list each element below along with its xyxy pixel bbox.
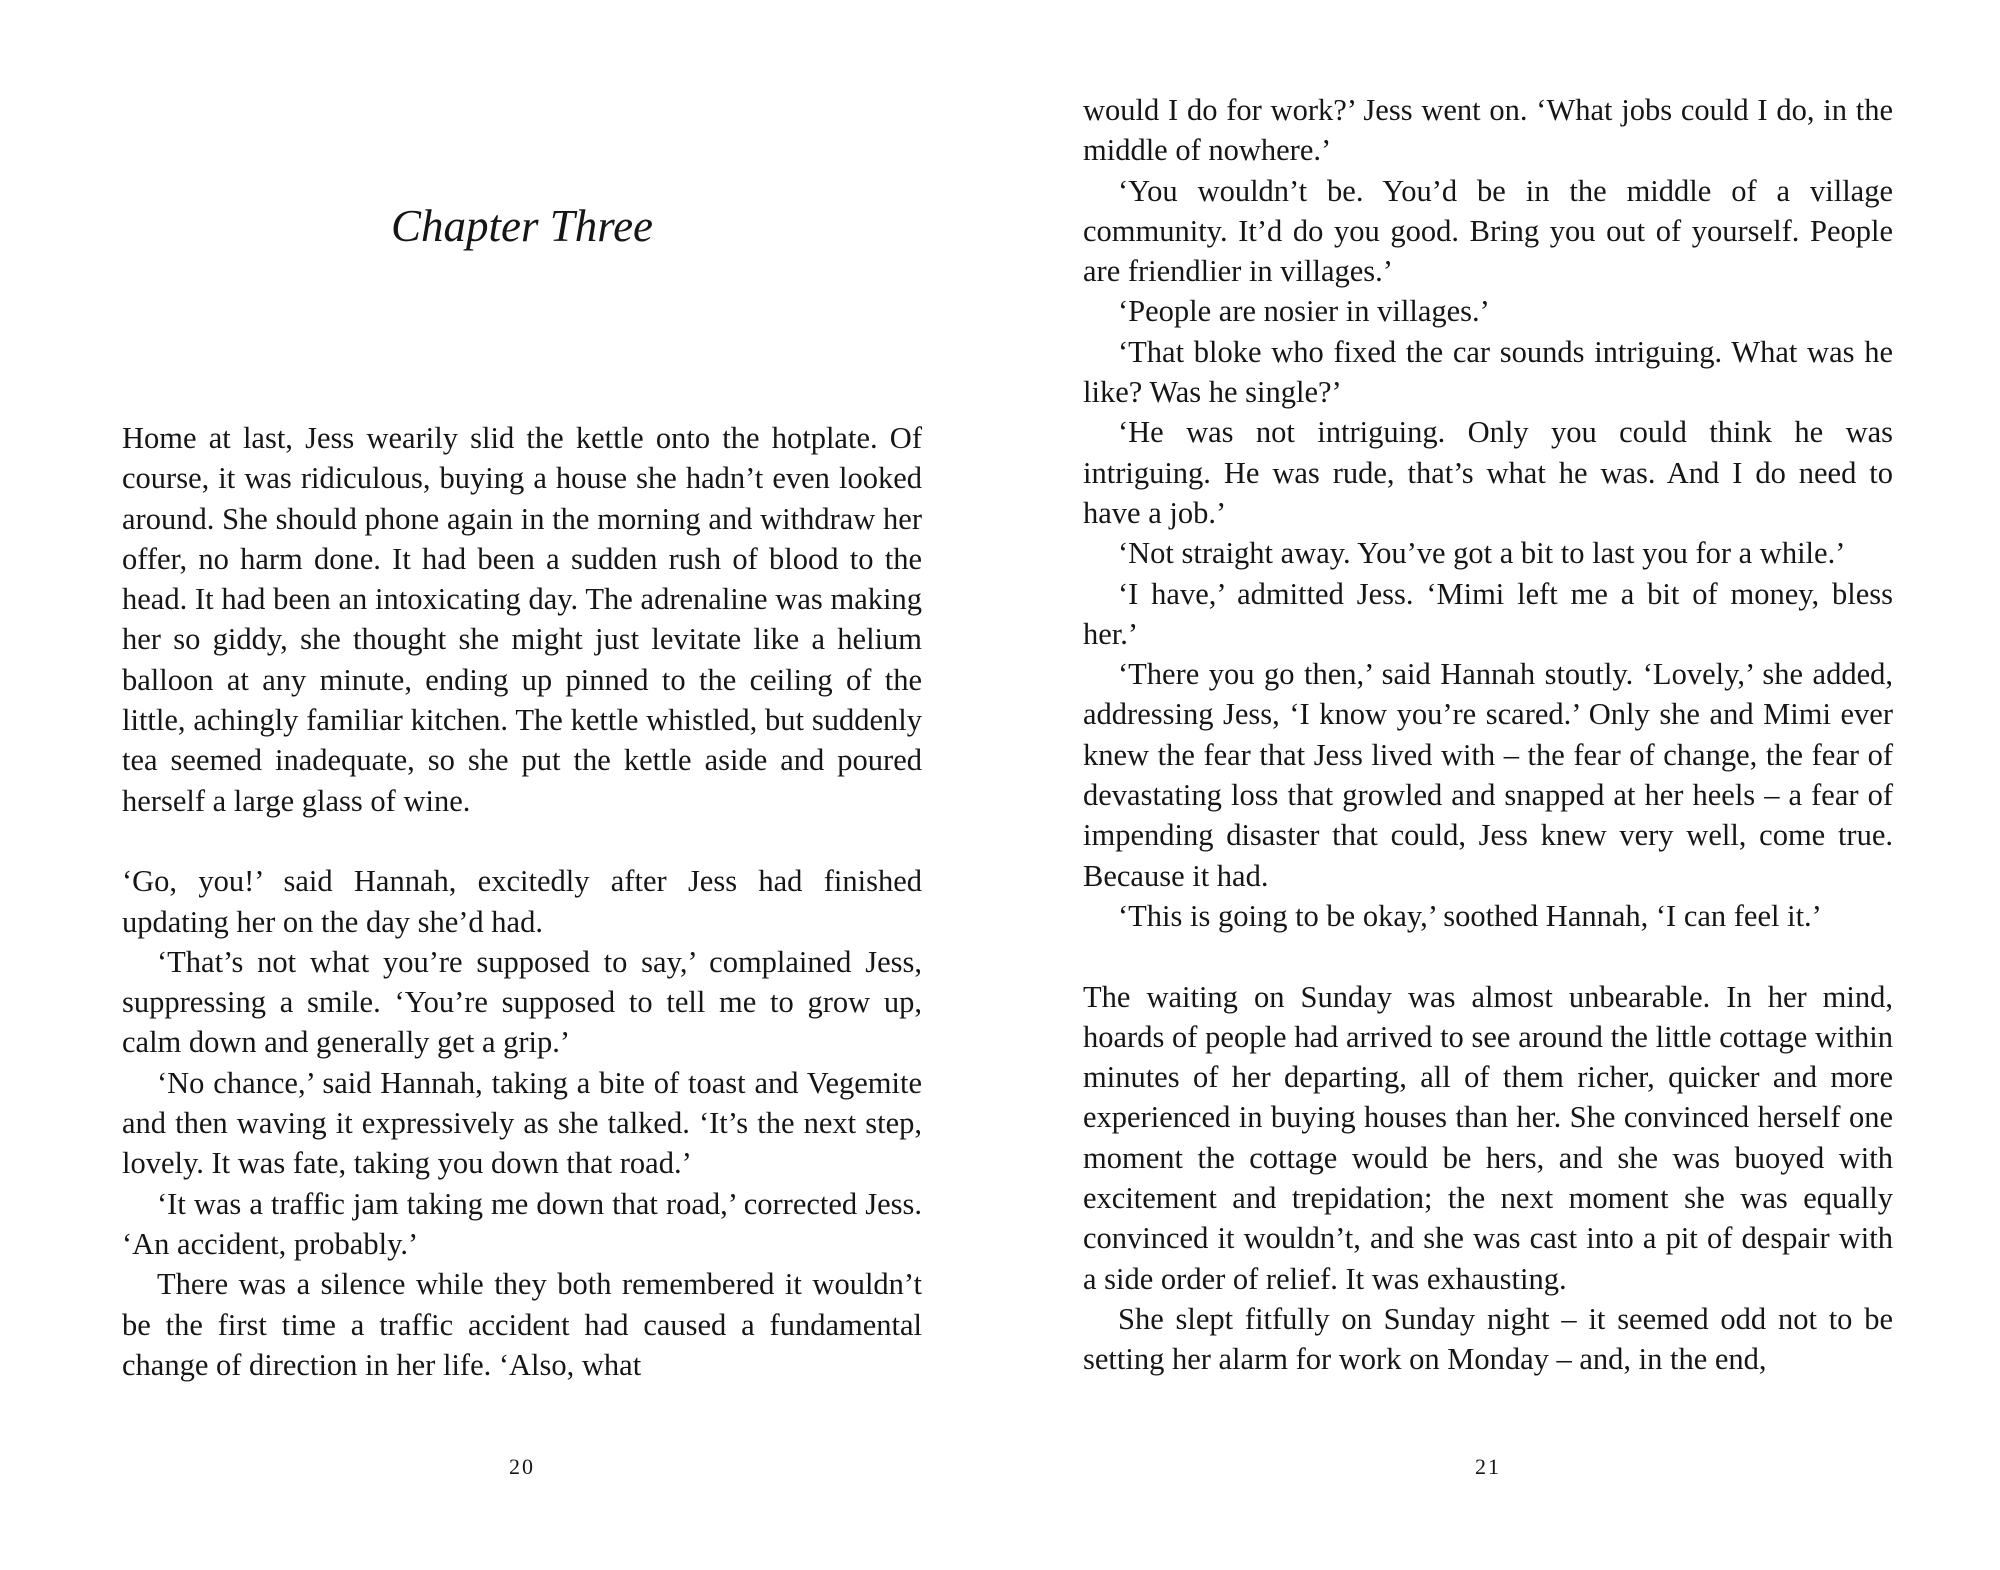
page-number: 20 — [509, 1454, 535, 1479]
paragraph: ‘You wouldn’t be. You’d be in the middle of a village community. It’d do you good. Bring you out of yourself. People are friendlier in villages.’ — [1083, 173, 1893, 289]
paragraph: ‘It was a traffic jam taking me down that road,’ corrected Jess. ‘An accident, probably.’ — [122, 1186, 922, 1261]
right-page — [1083, 0, 1893, 1570]
chapter-title: Chapter Three — [390, 201, 654, 251]
paragraph: ‘That’s not what you’re supposed to say,’ complained Jess, suppressing a smile. ‘You’re supposed to tell me to grow up, calm down and generally get a grip.’ — [122, 944, 922, 1060]
paragraph: The waiting on Sunday was almost unbearable. In her mind, hoards of people had arrived to see around the little cottage within minutes of her departing, all of them richer, quicker and more experienced in buying houses than her. She convinced herself one moment the cottage would be hers, and she was buoyed with excitement and trepidation; the next moment she was equally convinced it wouldn’t, and she was cast into a pit of despair with a side order of relief. It was exhausting. — [1083, 979, 1893, 1296]
paragraph: ‘Go, you!’ said Hannah, excitedly after Jess had finished updating her on the day she’d had. — [122, 864, 922, 939]
paragraph: There was a silence while they both remembered it wouldn’t be the first time a traffic accident had caused a fundamental change of direction in her life. ‘Also, what — [122, 1267, 922, 1382]
paragraph: ‘I have,’ admitted Jess. ‘Mimi left me a bit of money, bless her.’ — [1083, 576, 1893, 651]
left-page-body — [122, 418, 922, 1385]
paragraph: She slept fitfully on Sunday night – it seemed odd not to be setting her alarm for work on Monday – and, in the end, — [1083, 1301, 1893, 1377]
paragraph: ‘No chance,’ said Hannah, taking a bite of toast and Vegemite and then waving it expressively as she talked. ‘It’s the next step, lovely. It was fate, taking you down that road.’ — [122, 1065, 922, 1181]
paragraph: would I do for work?’ Jess went on. ‘What jobs could I do, in the middle of nowhere.’ — [1083, 93, 1893, 168]
paragraph: ‘He was not intriguing. Only you could think he was intriguing. He was rude, that’s what he was. And I do need to have a job.’ — [1083, 415, 1893, 530]
right-page-body — [1083, 90, 1893, 1380]
paragraph: ‘There you go then,’ said Hannah stoutly. ‘Lovely,’ she added, addressing Jess, ‘I know you’re scared.’ Only she and Mimi ever knew the fear that Jess lived with – the fear of change, the fear of devastating loss that growled and snapped at her heels – a fear of impending disaster that could, Jess knew very well, come true. Because it had. — [1083, 657, 1893, 893]
paragraph: ‘This is going to be okay,’ soothed Hannah, ‘I can feel it.’ — [1118, 898, 1822, 933]
page-number: 21 — [1475, 1454, 1501, 1479]
paragraph: Home at last, Jess wearily slid the kettle onto the hotplate. Of course, it was ridiculous, buying a house she hadn’t even looked around. She should phone again in the morning and withdraw her offer, no harm done. It had been a sudden rush of blood to the head. It had been an intoxicating day. The adrenaline was making her so giddy, she thought she might just levitate like a helium balloon at any minute, ending up pinned to the ceiling of the little, achingly familiar kitchen. The kettle whistled, but suddenly tea seemed inadequate, so she put the kettle aside and poured herself a large glass of wine. — [122, 421, 922, 818]
paragraph: ‘People are nosier in villages.’ — [1118, 294, 1490, 329]
left-page — [122, 0, 922, 1570]
paragraph: ‘That bloke who fixed the car sounds intriguing. What was he like? Was he single?’ — [1083, 334, 1893, 410]
paragraph: ‘Not straight away. You’ve got a bit to last you for a while.’ — [1118, 536, 1846, 571]
